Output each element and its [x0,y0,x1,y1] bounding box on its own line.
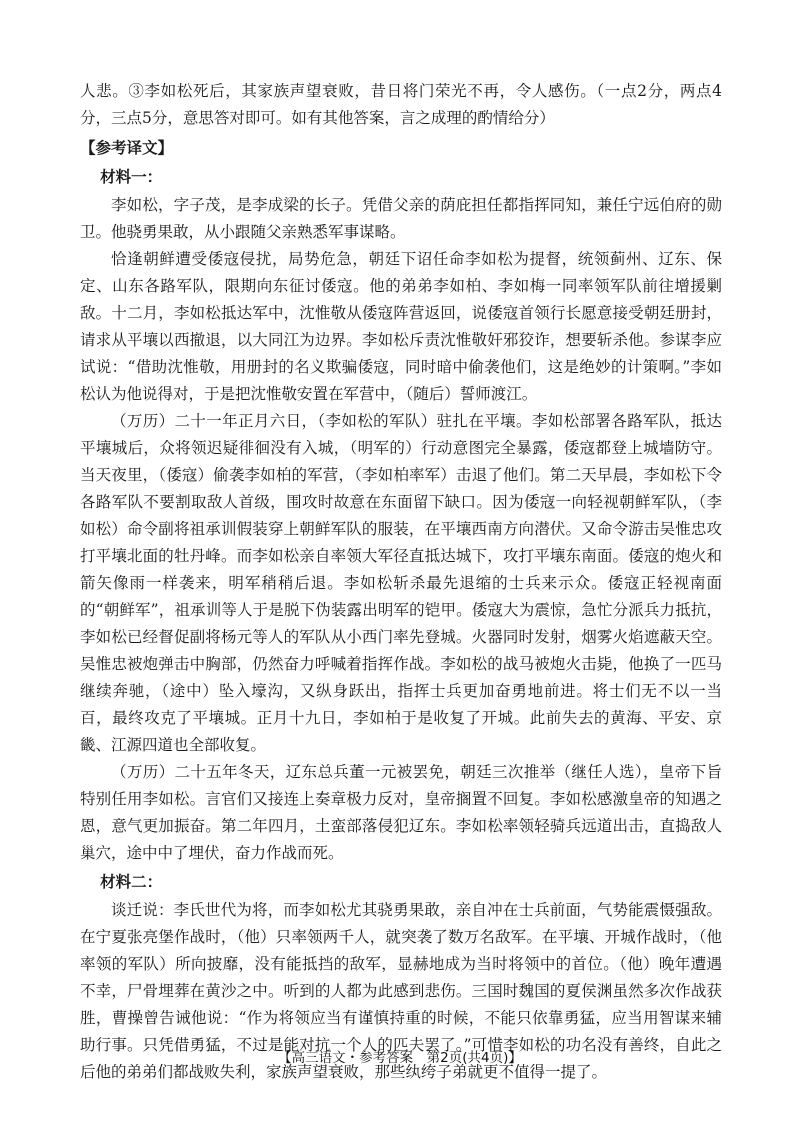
answer-continuation: 人悲。③李如松死后，其家族声望衰败，昔日将门荣光不再，令人感伤。（一点2分，两点4分，三点5分，意思答对即可。如有其他答案，言之成理的酌情给分） [80,82,722,127]
material1-paragraph: 李如松，字子茂，是李成梁的长子。凭借父亲的荫庇担任都指挥同知，兼任宁远伯府的勋卫。他骁勇果敢，从小跟随父亲熟悉军事谋略。 [80,196,722,241]
material1-paragraph: 恰逢朝鲜遭受倭寇侵扰，局势危急，朝廷下诏任命李如松为提督，统领蓟州、辽东、保定、山东各路军队，限期向东征讨倭寇。他的弟弟李如柏、李如梅一同率领军队前往增援剿敌。十二月，李如松抵达军中，沈惟敬从倭寇阵营返回，说倭寇首领行长愿意接受朝廷册封，请求从平壤以西撤退，以大同江为边界。李如松斥责沈惟敬奸邪狡诈，想要斩杀他。参谋李应试说：“借助沈惟敬，用册封的名义欺骗倭寇，同时暗中偷袭他们，这是绝妙的计策啊。”李如松认为他说得对，于是把沈惟敬安置在军营中，（随后）誓师渡江。 [80,250,722,403]
material2-paragraph: 谈迁说：李氏世代为将，而李如松尤其骁勇果敢，亲自冲在士兵前面，气势能震慑强敌。在宁夏张亮堡作战时，（他）只率领两千人，就突袭了数万名敌军。在平壤、开城作战时，（他率领的军队）所向披靡，没有能抵挡的敌军，显赫地成为当时将领中的首位。（他）晚年遭遇不幸，尸骨埋葬在黄沙之中。听到的人都为此感到悲伤。三国时魏国的夏侯渊虽然多次作战获胜，曹操曾告诫他说：“作为将领应当有谨慎持重的时候，不能只依靠勇猛，应当用智谋来辅助行事。只凭借勇猛，不过是能对抗一个人的匹夫罢了。”可惜李如松的功名没有善终，自此之后他的弟弟们都战败失利，家族声望衰败，那些纨绔子弟就更不值得一提了。 [80,901,722,1081]
page-footer: 【高三语文・参考答案 第2页(共4页)】 [278,1050,522,1066]
material1-paragraph: （万历）二十五年冬天，辽东总兵董一元被罢免，朝廷三次推举（继任人选），皇帝下旨特别任用李如松。言官们又接连上奏章极力反对，皇帝搁置不回复。李如松感激皇帝的知遇之恩，意气更加振奋。第二年四月，土蛮部落侵犯辽东。李如松率领轻骑兵远道出击，直捣敌人巢穴，途中中了埋伏，奋力作战而死。 [80,763,722,862]
translation-heading: 【参考译文】 [80,139,174,157]
material2-heading: 材料二： [100,873,163,891]
material1-paragraph: （万历）二十一年正月六日，（李如松的军队）驻扎在平壤。李如松部署各路军队，抵达平壤城后，众将领迟疑徘徊没有入城，（明军的）行动意图完全暴露，倭寇都登上城墙防守。当天夜里，（倭寇）偷袭李如柏的军营，（李如柏率军）击退了他们。第二天早晨，李如松下令各路军队不要割取敌人首级，围攻时故意在东面留下缺口。因为倭寇一向轻视朝鲜军队，（李如松）命令副将祖承训假装穿上朝鲜军队的服装，在平壤西南方向潜伏。又命令游击吴惟忠攻打平壤北面的牡丹峰。而李如松亲自率领大军径直抵达城下，攻打平壤东南面。倭寇的炮火和箭矢像雨一样袭来，明军稍稍后退。李如松斩杀最先退缩的士兵来示众。倭寇正轻视南面的“朝鲜军”，祖承训等人于是脱下伪装露出明军的铠甲。倭寇大为震惊，急忙分派兵力抵抗，李如松已经督促副将杨元等人的军队从小西门率先登城。火器同时发射，烟雾火焰遮蔽天空。吴惟忠被炮弹击中胸部，仍然奋力呼喊着指挥作战。李如松的战马被炮火击毙，他换了一匹马继续奔驰，（途中）坠入壕沟，又纵身跃出，指挥士兵更加奋勇地前进。将士们无不以一当百，最终攻克了平壤城。正月十九日，李如柏于是收复了开城。此前失去的黄海、平安、京畿、江源四道也全部收复。 [80,412,722,754]
material1-heading: 材料一： [100,168,163,186]
